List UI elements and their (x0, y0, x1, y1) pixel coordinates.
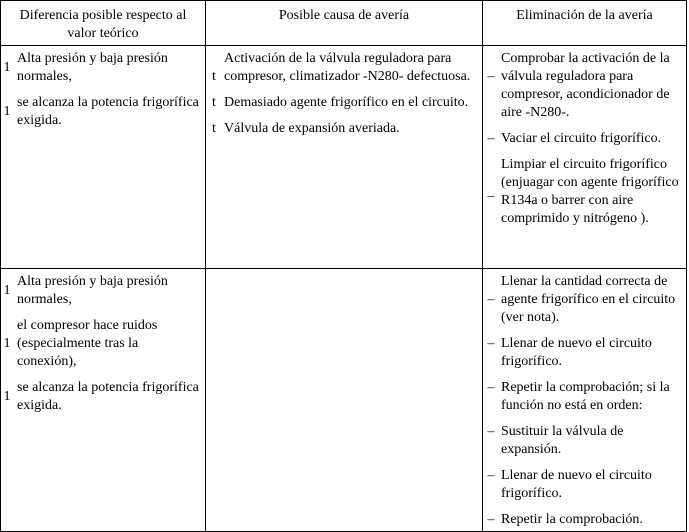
list-marker: t (212, 121, 216, 136)
item-text: Activación de la válvula reguladora para compresor, climatizador -N280- defectuosa. (224, 51, 471, 84)
list-item (487, 130, 682, 148)
item-text: Llenar la cantidad correcta de agente frigorífico en el circuito (ver nota). (501, 274, 676, 325)
table-row (1, 46, 687, 269)
item-text: Demasiado agente frigorífico en el circuito. (224, 95, 469, 110)
list-marker: 1 (3, 60, 11, 75)
header-deviation: Diferencia posible respecto al valor teórico (1, 1, 206, 46)
list-marker: 1 (3, 283, 11, 298)
item-text: Alta presión y baja presión normales, (17, 51, 168, 84)
list-marker: – (487, 292, 495, 307)
list-marker: – (487, 468, 495, 483)
list-marker: – (487, 69, 495, 84)
deviation-cell (1, 269, 206, 532)
table-row (1, 269, 687, 532)
remedy-cell (483, 269, 687, 532)
list-item (5, 379, 201, 415)
item-text: el compresor hace ruidos (especialmente tras la conexión), (17, 318, 158, 369)
list-marker: t (212, 69, 216, 84)
item-text: Repetir la comprobación. (501, 512, 643, 527)
item-text: se alcanza la potencia frigorífica exigida. (17, 380, 199, 413)
item-text: Repetir la comprobación; si la función no está en orden: (501, 380, 670, 413)
list-marker: 1 (3, 336, 11, 351)
deviation-cell (1, 46, 206, 269)
list-item (487, 156, 682, 228)
item-text: Comprobar la activación de la válvula reguladora para compresor, acondicionador de aire -N280-. (501, 51, 670, 120)
list-marker: t (212, 95, 216, 110)
list-marker: – (487, 512, 495, 527)
header-row (1, 1, 687, 46)
list-item (487, 379, 682, 415)
list-marker: 1 (3, 389, 11, 404)
list-item (487, 335, 682, 371)
list-item (487, 423, 682, 459)
item-text: Vaciar el circuito frigorífico. (501, 131, 662, 146)
item-text: Llenar de nuevo el circuito frigorífico. (501, 336, 652, 369)
list-marker: 1 (3, 104, 11, 119)
item-text: Alta presión y baja presión normales, (17, 274, 168, 307)
list-item (487, 511, 682, 529)
list-item (210, 120, 478, 138)
list-item (5, 317, 201, 371)
list-item (5, 94, 201, 130)
item-text: Válvula de expansión averiada. (224, 121, 400, 136)
list-item (5, 50, 201, 86)
list-item (487, 467, 682, 503)
item-text: Llenar de nuevo el circuito frigorífico. (501, 468, 652, 501)
list-item (5, 273, 201, 309)
item-text: Limpiar el circuito frigorífico (enjuagar con agente frigorífico R134a o barrer con aire comprimido y nitrógeno ). (501, 157, 679, 226)
list-item (210, 94, 478, 112)
cause-cell (206, 269, 483, 532)
list-marker: – (487, 336, 495, 351)
list-marker: _ (487, 184, 495, 199)
item-text: Sustituir la válvula de expansión. (501, 424, 624, 457)
remedy-cell (483, 46, 687, 269)
list-marker: – (487, 380, 495, 395)
list-marker: – (487, 424, 495, 439)
list-item (210, 50, 478, 86)
cause-cell (206, 46, 483, 269)
list-item (487, 50, 682, 122)
item-text: se alcanza la potencia frigorífica exigida. (17, 95, 199, 128)
list-marker: – (487, 131, 495, 146)
header-remedy: Eliminación de la avería (483, 1, 687, 46)
list-item (487, 273, 682, 327)
header-cause: Posible causa de avería (206, 1, 483, 46)
